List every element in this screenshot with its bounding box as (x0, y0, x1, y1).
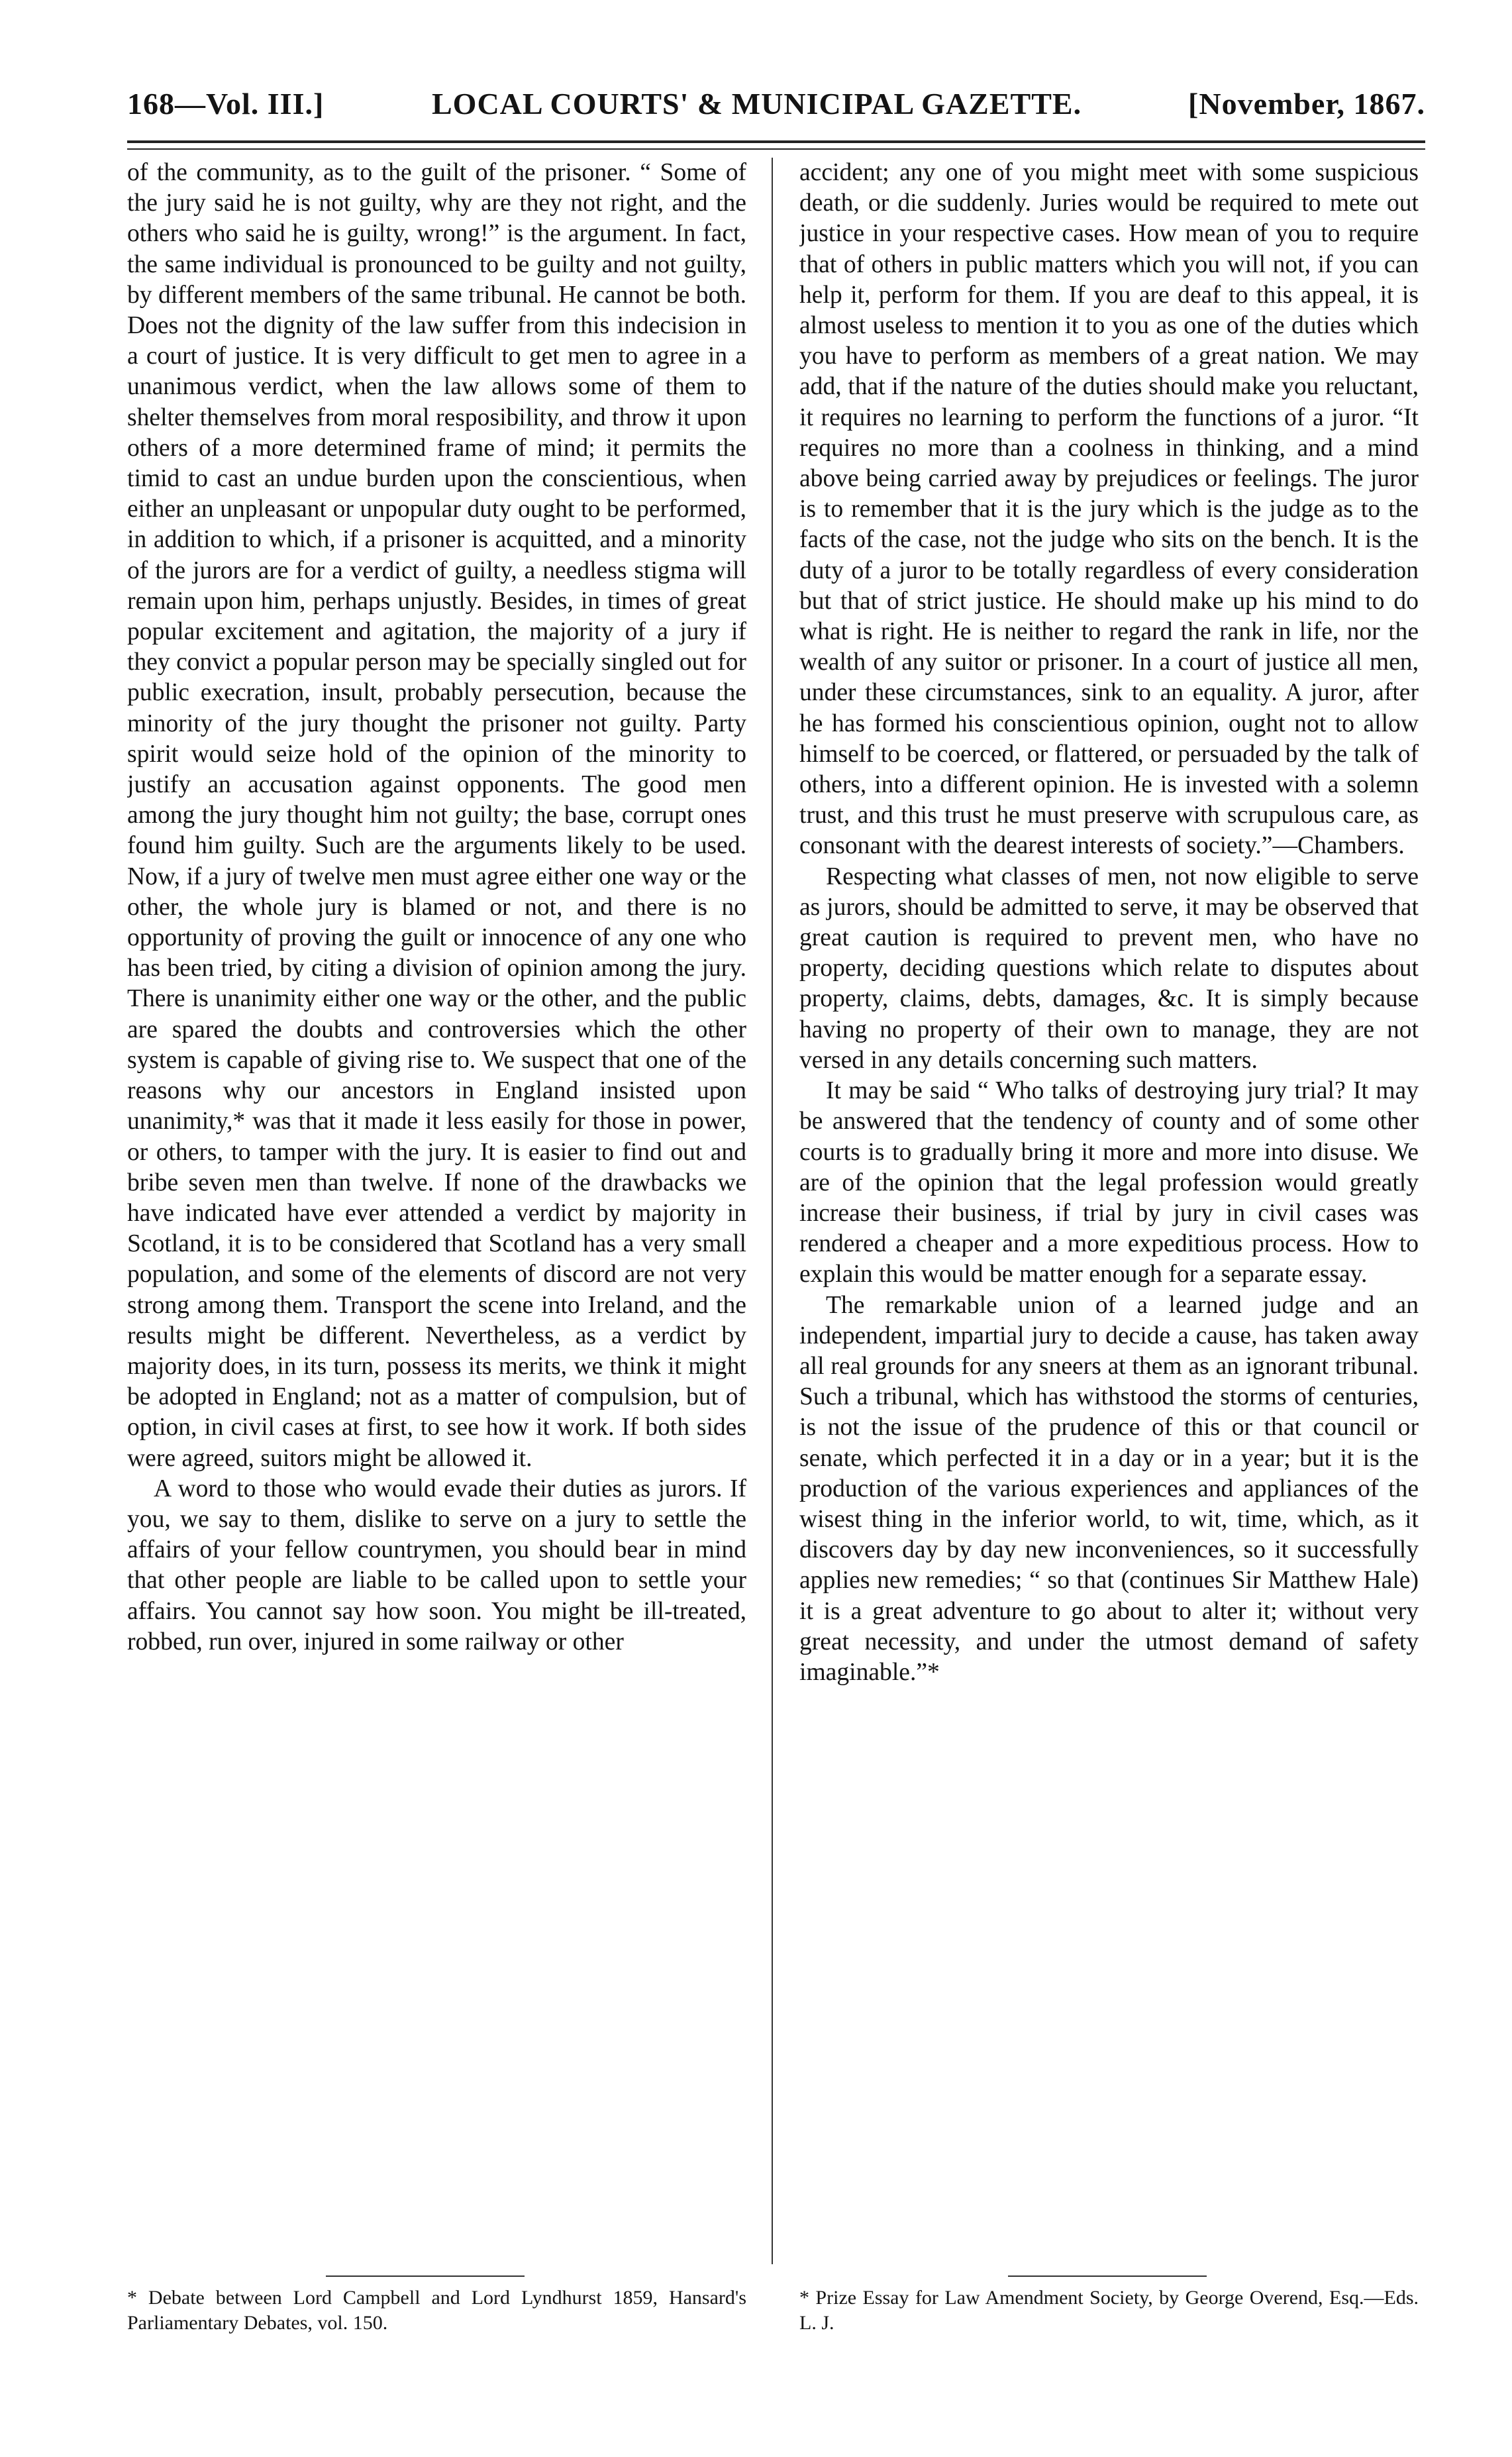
header-rule (127, 140, 1425, 143)
page-volume: 168—Vol. III.] (127, 87, 325, 121)
paragraph: The remarkable union of a learned judge and an independent, impartial jury to decide a cause, has taken away all real grounds for any sneers at them as an ignorant tribunal. Such a tribunal, which has withstood the storms of centuries, is not the issue of the prudence of this or that council or senate, which perfected it in a day or in a year; but it is the production of the various experiences and appliances of the wisest thing in the inferior world, to wit, time, which, as it discovers day by day new inconveniences, so it successfully applies new remedies; “ so that (continues Sir Matthew Hale) it is a great adventure to go about to alter it; without very great necessity, and under the utmost demand of safety imaginable.”* (799, 1291, 1419, 1686)
paragraph: of the community, as to the guilt of the prisoner. “ Some of the jury said he is not guilty, why are they not right, and the others who said he is guilty, wrong!” is the argument. In fact, the same individual is pronounced to be guilty and not guilty, by different members of the same tribunal. He cannot be both. Does not the dignity of the law suffer from this indecision in a court of justice. It is very difficult to get men to agree in a unanimous verdict, when the law allows some of them to shelter themselves from moral resposibility, and throw it upon others of a more determined frame of mind; it permits the timid to cast an undue burden upon the conscientious, when either an unpleasant or unpopular duty ought to be performed, in addition to which, if a prisoner is acquitted, and a minority of the jurors are for a verdict of guilty, a needless stigma will remain upon him, perhaps unjustly. Besides, in times of great popular excitement and agitation, the majority of a jury if they convict a popular person may be specially singled out for public execration, insult, probably persecution, because the minority of the jury thought the prisoner not guilty. Party spirit would seize hold of the opinion of the minority to justify an accusation against opponents. The good men among the jury thought him not guilty; the base, corrupt ones found him guilty. Such are the arguments likely to be used. Now, if a jury of twelve men must agree either one way or the other, the whole jury is blamed or not, and there is no opportunity of proving the guilt or innocence of any one who has been tried, by citing a division of opinion among the jury. There is unanimity either one way or the other, and the public are spared the doubts and controversies which the other system is capable of giving rise to. We suspect that one of the reasons why our ancestors in England insisted upon unanimity,* was that it made it less easily for those in power, or others, to tamper with the jury. It is easier to find out and bribe seven men than twelve. If none of the drawbacks we have indicated have ever attended a verdict by majority in Scotland, it is to be considered that Scotland has a very small population, and some of the elements of discord are not very strong among them. Transport the scene into Ireland, and the results might be different. Nevertheless, as a verdict by majority does, in its turn, possess its merits, we think it might be adopted in England; not as a matter of compulsion, but of option, in civil cases at first, to see how it work. If both sides were agreed, suitors might be allowed it. (127, 159, 746, 1472)
footnote-rule (326, 2275, 525, 2277)
left-column (127, 158, 746, 2264)
issue-date: [November, 1867. (1188, 87, 1425, 121)
footnote-rule (1008, 2275, 1207, 2277)
header-rule-thin (127, 148, 1425, 150)
footnote-right: * Prize Essay for Law Amendment Society, by George Overend, Esq.—Eds. L. J. (799, 2287, 1419, 2334)
footnote-left: * Debate between Lord Campbell and Lord Lyndhurst 1859, Hansard's Parliamentary Debates, vol. 150. (127, 2287, 746, 2334)
paragraph: A word to those who would evade their duties as jurors. If you, we say to them, dislike to serve on a jury to settle the affairs of your fellow countrymen, you should bear in mind that other people are liable to be called upon to settle your affairs. You cannot say how soon. You might be ill-treated, robbed, run over, injured in some railway or other (127, 1475, 746, 1655)
page-header (127, 79, 1425, 132)
paragraph: Respecting what classes of men, not now eligible to serve as jurors, should be admitted to serve, it may be observed that great caution is required to prevent men, who have no property, deciding questions which relate to disputes about property, claims, debts, damages, &c. It is simply because having no property of their own to manage, they are not versed in any details concerning such matters. (799, 863, 1419, 1074)
paragraph: accident; any one of you might meet with some suspicious death, or die suddenly. Juries would be required to mete out justice in your respective cases. How mean of you to require that of others in public matters which you will not, if you can help it, perform for them. If you are deaf to this appeal, it is almost useless to mention it to you as one of the duties which you have to perform as members of a great nation. We may add, that if the nature of the duties should make you reluctant, it requires no learning to perform the functions of a juror. “It requires no more than a coolness in thinking, and a mind above being carried away by prejudices or feelings. The juror is to remember that it is the jury which is the judge as to the facts of the case, not the judge who sits on the bench. It is the duty of a juror to be totally regardless of every consideration but that of strict justice. He should make up his mind to do what is right. He is neither to regard the rank in life, nor the wealth of any suitor or prisoner. In a court of justice all men, under these circumstances, sink to an equality. A juror, after he has formed his conscientious opinion, ought not to allow himself to be coerced, or flattered, or persuaded by the talk of others, into a different opinion. He is invested with a solemn trust, and this trust he must preserve with scrupulous care, as consonant with the dearest interests of society.”—Chambers. (799, 159, 1419, 860)
right-column (799, 158, 1419, 2264)
column-divider (772, 158, 773, 2264)
publication-title: LOCAL COURTS' & MUNICIPAL GAZETTE. (432, 87, 1082, 121)
article-body (127, 158, 1425, 2264)
gazette-page (127, 79, 1425, 2398)
paragraph: It may be said “ Who talks of destroying jury trial? It may be answered that the tendency of county and of some other courts is to gradually bring it more and more into disuse. We are of the opinion that the legal profession would greatly increase their business, if trial by jury in civil cases was rendered a cheaper and a more expeditious process. How to explain this would be matter enough for a separate essay. (799, 1077, 1419, 1288)
